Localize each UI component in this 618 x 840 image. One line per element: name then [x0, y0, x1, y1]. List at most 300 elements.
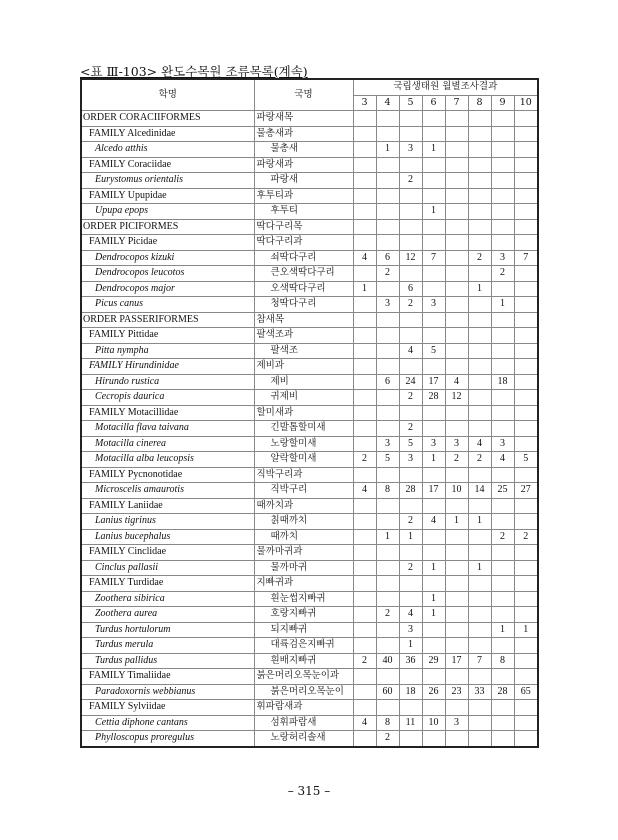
- month-count: [468, 405, 491, 421]
- korean-name: 칡때까치: [254, 514, 353, 530]
- month-count: [514, 374, 538, 390]
- month-count: [399, 219, 422, 235]
- month-count: [376, 343, 399, 359]
- month-count: [353, 622, 376, 638]
- month-count: [422, 111, 445, 127]
- month-count: [353, 529, 376, 545]
- month-count: [399, 591, 422, 607]
- scientific-name: Eurystomus orientalis: [81, 173, 254, 189]
- month-count: 2: [468, 452, 491, 468]
- table-row: [81, 250, 538, 266]
- month-count: 17: [422, 483, 445, 499]
- month-count: 29: [422, 653, 445, 669]
- month-count: [353, 297, 376, 313]
- scientific-name: Paradoxornis webbianus: [81, 684, 254, 700]
- scientific-name: Cecropis daurica: [81, 390, 254, 406]
- month-count: [514, 514, 538, 530]
- month-count: [422, 498, 445, 514]
- month-count: 1: [422, 204, 445, 220]
- month-count: [445, 343, 468, 359]
- month-count: [376, 235, 399, 251]
- table-row: [81, 266, 538, 282]
- table-row: [81, 607, 538, 623]
- month-count: [422, 576, 445, 592]
- month-count: [468, 359, 491, 375]
- korean-name: 흰배지빠귀: [254, 653, 353, 669]
- month-count: [399, 157, 422, 173]
- month-count: [445, 157, 468, 173]
- month-count: [353, 607, 376, 623]
- month-count: 1: [468, 281, 491, 297]
- scientific-name: Turdus hortulorum: [81, 622, 254, 638]
- month-count: [353, 157, 376, 173]
- scientific-name: Dendrocopos leucotos: [81, 266, 254, 282]
- month-count: [399, 328, 422, 344]
- table-row: [81, 421, 538, 437]
- scientific-name: Cettia diphone cantans: [81, 715, 254, 731]
- table-row: [81, 405, 538, 421]
- month-count: 4: [353, 483, 376, 499]
- month-count: [399, 498, 422, 514]
- korean-name: 대륙검은지빠귀: [254, 638, 353, 654]
- month-count: [353, 204, 376, 220]
- month-count: [491, 514, 514, 530]
- month-count: [514, 700, 538, 716]
- month-count: [422, 126, 445, 142]
- month-count: [353, 467, 376, 483]
- month-count: 18: [399, 684, 422, 700]
- month-count: [376, 405, 399, 421]
- month-count: [468, 576, 491, 592]
- month-count: [491, 188, 514, 204]
- month-count: 2: [399, 421, 422, 437]
- month-count: [376, 467, 399, 483]
- bird-list-table: [80, 78, 539, 748]
- scientific-name: Picus canus: [81, 297, 254, 313]
- month-count: 2: [445, 452, 468, 468]
- month-count: [353, 359, 376, 375]
- month-count: [376, 514, 399, 530]
- month-count: [468, 235, 491, 251]
- month-count: [491, 607, 514, 623]
- korean-name: 오색딱다구리: [254, 281, 353, 297]
- month-count: [514, 126, 538, 142]
- month-count: 17: [445, 653, 468, 669]
- table-row: [81, 359, 538, 375]
- korean-name: 제비: [254, 374, 353, 390]
- month-count: [445, 297, 468, 313]
- month-count: [491, 235, 514, 251]
- month-count: [491, 669, 514, 685]
- month-count: [445, 622, 468, 638]
- table-row: [81, 328, 538, 344]
- month-count: 5: [422, 343, 445, 359]
- month-count: [468, 126, 491, 142]
- month-count: [353, 731, 376, 747]
- scientific-name: Microscelis amaurotis: [81, 483, 254, 499]
- korean-name: 파랑새목: [254, 111, 353, 127]
- month-count: 18: [491, 374, 514, 390]
- scientific-name: Zoothera aurea: [81, 607, 254, 623]
- month-count: [491, 700, 514, 716]
- month-count: [422, 281, 445, 297]
- month-count: [399, 188, 422, 204]
- month-count: [353, 514, 376, 530]
- month-count: [399, 359, 422, 375]
- month-count: 2: [468, 250, 491, 266]
- month-count: [514, 421, 538, 437]
- month-count: [422, 359, 445, 375]
- month-count: [445, 142, 468, 158]
- month-count: [422, 173, 445, 189]
- month-count: [376, 188, 399, 204]
- korean-name: 물까마귀과: [254, 545, 353, 561]
- table-row: [81, 219, 538, 235]
- month-count: [491, 126, 514, 142]
- month-count: [353, 328, 376, 344]
- month-count: [514, 638, 538, 654]
- month-count: [353, 173, 376, 189]
- month-count: [468, 111, 491, 127]
- month-count: [514, 731, 538, 747]
- month-count: 7: [514, 250, 538, 266]
- month-count: 4: [353, 715, 376, 731]
- month-count: [376, 421, 399, 437]
- month-count: 4: [422, 514, 445, 530]
- header-month: 8: [468, 95, 491, 111]
- scientific-name: FAMILY Cinclidae: [81, 545, 254, 561]
- scientific-name: Zoothera sibirica: [81, 591, 254, 607]
- month-count: [514, 219, 538, 235]
- month-count: 10: [422, 715, 445, 731]
- month-count: [376, 219, 399, 235]
- month-count: [376, 545, 399, 561]
- month-count: 2: [399, 390, 422, 406]
- scientific-name: ORDER PASSERIFORMES: [81, 312, 254, 328]
- scientific-name: Dendrocopos major: [81, 281, 254, 297]
- korean-name: 참새목: [254, 312, 353, 328]
- month-count: 1: [422, 452, 445, 468]
- month-count: [422, 731, 445, 747]
- month-count: 17: [422, 374, 445, 390]
- month-count: 2: [514, 529, 538, 545]
- korean-name: 호랑지빠귀: [254, 607, 353, 623]
- month-count: [514, 653, 538, 669]
- month-count: [376, 157, 399, 173]
- month-count: [491, 219, 514, 235]
- month-count: [422, 219, 445, 235]
- month-count: [468, 529, 491, 545]
- month-count: [468, 204, 491, 220]
- month-count: [445, 204, 468, 220]
- month-count: [514, 297, 538, 313]
- header-monthly-survey: 국립생태원 월별조사결과: [353, 79, 538, 95]
- month-count: [445, 669, 468, 685]
- month-count: [353, 669, 376, 685]
- month-count: 2: [491, 529, 514, 545]
- month-count: [353, 219, 376, 235]
- month-count: 4: [353, 250, 376, 266]
- month-count: [445, 591, 468, 607]
- month-count: [445, 529, 468, 545]
- month-count: [422, 405, 445, 421]
- month-count: [514, 467, 538, 483]
- month-count: [514, 359, 538, 375]
- header-month: 7: [445, 95, 468, 111]
- month-count: [353, 312, 376, 328]
- month-count: [491, 638, 514, 654]
- month-count: 2: [491, 266, 514, 282]
- month-count: 4: [445, 374, 468, 390]
- korean-name: 지빠귀과: [254, 576, 353, 592]
- month-count: [491, 576, 514, 592]
- korean-name: 흰눈썹지빠귀: [254, 591, 353, 607]
- month-count: 5: [376, 452, 399, 468]
- month-count: [514, 188, 538, 204]
- month-count: 3: [376, 436, 399, 452]
- month-count: [514, 545, 538, 561]
- month-count: [468, 343, 491, 359]
- scientific-name: Turdus merula: [81, 638, 254, 654]
- month-count: 6: [399, 281, 422, 297]
- korean-name: 파랑새: [254, 173, 353, 189]
- month-count: [468, 142, 491, 158]
- month-count: 8: [491, 653, 514, 669]
- month-count: [514, 312, 538, 328]
- month-count: [353, 436, 376, 452]
- month-count: [353, 343, 376, 359]
- month-count: [399, 204, 422, 220]
- month-count: 2: [353, 653, 376, 669]
- month-count: [468, 219, 491, 235]
- month-count: 28: [422, 390, 445, 406]
- month-count: 28: [491, 684, 514, 700]
- header-month: 4: [376, 95, 399, 111]
- month-count: 2: [353, 452, 376, 468]
- scientific-name: Hirundo rustica: [81, 374, 254, 390]
- scientific-name: FAMILY Hirundinidae: [81, 359, 254, 375]
- month-count: [514, 669, 538, 685]
- table-row: [81, 638, 538, 654]
- month-count: 5: [399, 436, 422, 452]
- month-count: [353, 684, 376, 700]
- scientific-name: FAMILY Pittidae: [81, 328, 254, 344]
- scientific-name: Motacilla flava taivana: [81, 421, 254, 437]
- month-count: 60: [376, 684, 399, 700]
- month-count: [445, 235, 468, 251]
- month-count: [514, 173, 538, 189]
- korean-name: 물까마귀: [254, 560, 353, 576]
- month-count: [445, 111, 468, 127]
- month-count: 11: [399, 715, 422, 731]
- month-count: [353, 545, 376, 561]
- month-count: 33: [468, 684, 491, 700]
- korean-name: 섬휘파람새: [254, 715, 353, 731]
- month-count: [399, 312, 422, 328]
- month-count: [376, 576, 399, 592]
- table-row: [81, 204, 538, 220]
- month-count: [399, 266, 422, 282]
- table-row: [81, 560, 538, 576]
- month-count: [514, 405, 538, 421]
- month-count: 3: [422, 436, 445, 452]
- month-count: [376, 126, 399, 142]
- month-count: 2: [376, 731, 399, 747]
- month-count: 2: [399, 560, 422, 576]
- month-count: [491, 204, 514, 220]
- month-count: [491, 328, 514, 344]
- korean-name: 큰오색딱다구리: [254, 266, 353, 282]
- month-count: [376, 638, 399, 654]
- table-caption: <표 Ⅲ-103> 완도수목원 조류목록(계속): [80, 64, 308, 79]
- table-row: [81, 452, 538, 468]
- korean-name: 쇠딱다구리: [254, 250, 353, 266]
- month-count: [514, 235, 538, 251]
- month-count: 1: [491, 297, 514, 313]
- month-count: 1: [468, 560, 491, 576]
- month-count: 2: [399, 514, 422, 530]
- month-count: [445, 560, 468, 576]
- month-count: [399, 669, 422, 685]
- table-row: [81, 390, 538, 406]
- month-count: [468, 312, 491, 328]
- month-count: 6: [376, 250, 399, 266]
- table-row: [81, 653, 538, 669]
- month-count: [422, 188, 445, 204]
- korean-name: 팔색조과: [254, 328, 353, 344]
- month-count: [445, 250, 468, 266]
- month-count: 1: [399, 638, 422, 654]
- korean-name: 후투티과: [254, 188, 353, 204]
- month-count: 1: [422, 142, 445, 158]
- month-count: [399, 731, 422, 747]
- month-count: [468, 545, 491, 561]
- month-count: [514, 560, 538, 576]
- scientific-name: ORDER CORACIIFORMES: [81, 111, 254, 127]
- korean-name: 귀제비: [254, 390, 353, 406]
- scientific-name: Dendrocopos kizuki: [81, 250, 254, 266]
- month-count: [353, 111, 376, 127]
- month-count: [422, 700, 445, 716]
- month-count: [422, 312, 445, 328]
- scientific-name: Motacilla alba leucopsis: [81, 452, 254, 468]
- scientific-name: Pitta nympha: [81, 343, 254, 359]
- month-count: [514, 498, 538, 514]
- month-count: [376, 111, 399, 127]
- month-count: [491, 343, 514, 359]
- scientific-name: FAMILY Sylviidae: [81, 700, 254, 716]
- korean-name: 직박구리: [254, 483, 353, 499]
- month-count: 6: [376, 374, 399, 390]
- table-row: [81, 343, 538, 359]
- month-count: [353, 498, 376, 514]
- month-count: 3: [445, 436, 468, 452]
- month-count: [376, 669, 399, 685]
- month-count: 3: [491, 436, 514, 452]
- month-count: [376, 204, 399, 220]
- month-count: 65: [514, 684, 538, 700]
- table-row: [81, 374, 538, 390]
- month-count: 2: [376, 607, 399, 623]
- month-count: [468, 188, 491, 204]
- month-count: [514, 328, 538, 344]
- month-count: 36: [399, 653, 422, 669]
- month-count: [514, 591, 538, 607]
- month-count: [353, 235, 376, 251]
- table-row: [81, 142, 538, 158]
- month-count: 2: [376, 266, 399, 282]
- month-count: 24: [399, 374, 422, 390]
- month-count: [445, 173, 468, 189]
- month-count: [445, 576, 468, 592]
- month-count: [468, 467, 491, 483]
- month-count: [468, 607, 491, 623]
- month-count: [468, 328, 491, 344]
- month-count: [491, 591, 514, 607]
- month-count: [399, 126, 422, 142]
- header-month: 3: [353, 95, 376, 111]
- month-count: 8: [376, 715, 399, 731]
- korean-name: 때까치: [254, 529, 353, 545]
- month-count: 27: [514, 483, 538, 499]
- month-count: [353, 591, 376, 607]
- month-count: [445, 545, 468, 561]
- table-row: [81, 173, 538, 189]
- month-count: 1: [491, 622, 514, 638]
- month-count: [445, 421, 468, 437]
- month-count: 7: [422, 250, 445, 266]
- header-month: 10: [514, 95, 538, 111]
- month-count: [468, 297, 491, 313]
- month-count: [376, 328, 399, 344]
- scientific-name: FAMILY Pycnonotidae: [81, 467, 254, 483]
- month-count: 14: [468, 483, 491, 499]
- korean-name: 노랑허리솔새: [254, 731, 353, 747]
- korean-name: 할미새과: [254, 405, 353, 421]
- month-count: [445, 467, 468, 483]
- month-count: [445, 328, 468, 344]
- month-count: [514, 607, 538, 623]
- table-row: [81, 467, 538, 483]
- table-row: [81, 436, 538, 452]
- month-count: [491, 421, 514, 437]
- month-count: [468, 421, 491, 437]
- korean-name: 붉은머리오목눈이: [254, 684, 353, 700]
- month-count: [445, 312, 468, 328]
- month-count: [468, 266, 491, 282]
- month-count: [353, 700, 376, 716]
- month-count: 23: [445, 684, 468, 700]
- korean-name: 딱다구리과: [254, 235, 353, 251]
- month-count: [445, 731, 468, 747]
- month-count: 40: [376, 653, 399, 669]
- korean-name: 긴발톱할미새: [254, 421, 353, 437]
- korean-name: 청딱다구리: [254, 297, 353, 313]
- month-count: [422, 529, 445, 545]
- month-count: [399, 700, 422, 716]
- scientific-name: FAMILY Coraciidae: [81, 157, 254, 173]
- month-count: [422, 157, 445, 173]
- month-count: [399, 576, 422, 592]
- month-count: [376, 560, 399, 576]
- month-count: [399, 545, 422, 561]
- month-count: 2: [399, 297, 422, 313]
- month-count: [468, 591, 491, 607]
- month-count: 3: [445, 715, 468, 731]
- table-row: [81, 545, 538, 561]
- scientific-name: FAMILY Upupidae: [81, 188, 254, 204]
- table-row: [81, 281, 538, 297]
